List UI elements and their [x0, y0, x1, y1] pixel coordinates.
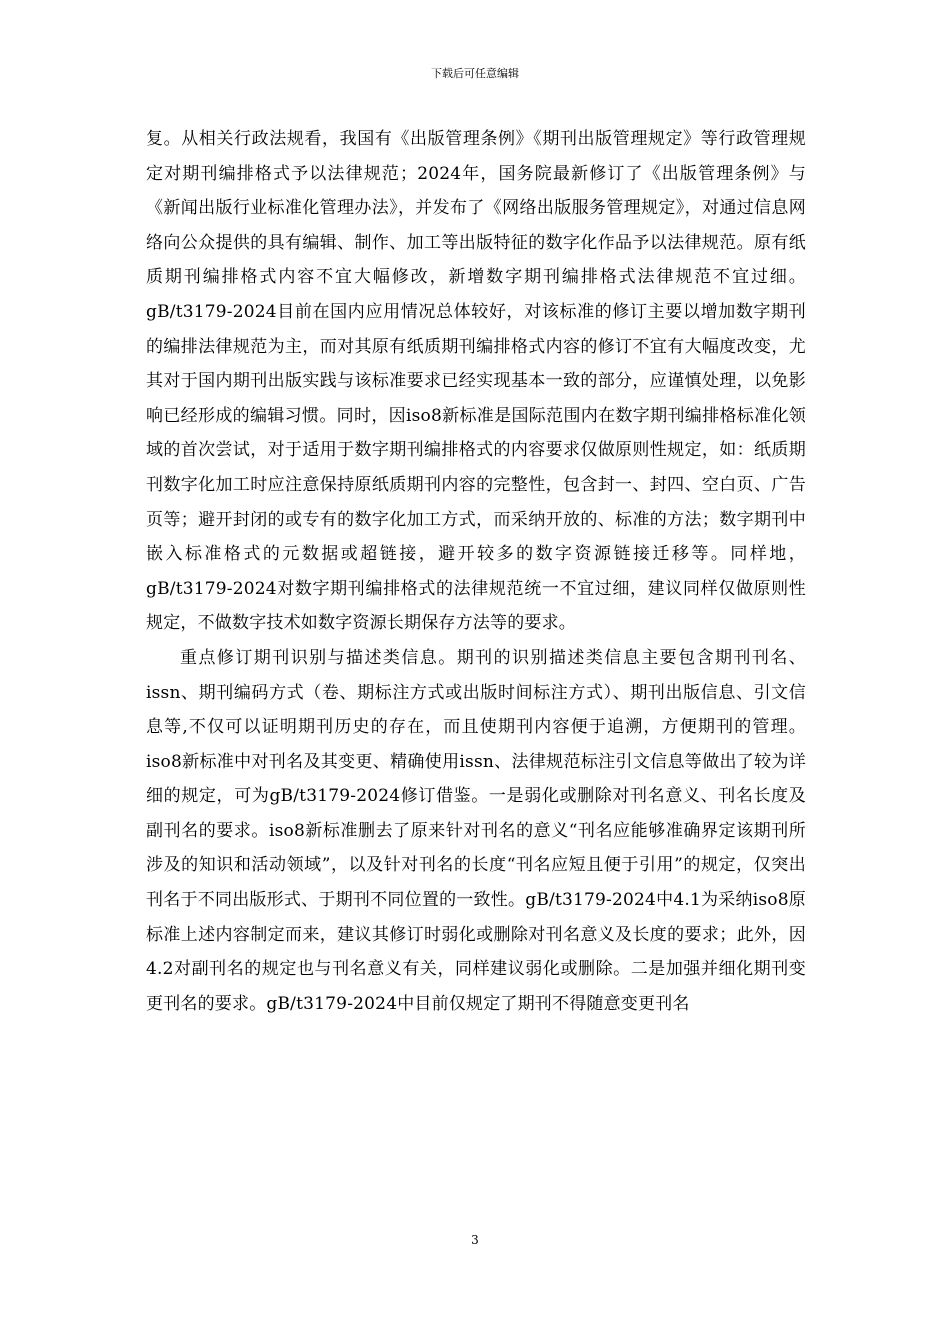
body-paragraph-2: 重点修订期刊识别与描述类信息。期刊的识别描述类信息主要包含期刊刊名、issn、期刊编码方式（卷、期标注方式或出版时间标注方式）、期刊出版信息、引文信息等,不仅可以证明期刊历史的存在，而且使期刊内容便于追溯，方便期刊的管理。iso8新标准中对刊名及其变更、精确使用issn、法律规范标注引文信息等做出了较为详细的规定，可为gB/t3179-2024修订借鉴。一是弱化或删除对刊名意义、刊名长度及副刊名的要求。iso8新标准删去了原来针对刊名的意义“刊名应能够准确界定该期刊所涉及的知识和活动领域”，以及针对刊名的长度“刊名应短且便于引用”的规定，仅突出刊名于不同出版形式、于期刊不同位置的一致性。gB/t3179-2024中4.1为采纳iso8原标准上述内容制定而来，建议其修订时弱化或删除对刊名意义及长度的要求；此外，因4.2对副刊名的规定也与刊名意义有关，同样建议弱化或删除。二是加强并细化期刊变更刊名的要求。gB/t3179-2024中目前仅规定了期刊不得随意变更刊名 [146, 647, 806, 1014]
page-number: 3 [471, 1233, 479, 1247]
document-body [146, 122, 806, 1021]
page-header: 下载后可任意编辑 [431, 67, 519, 80]
body-paragraph-1: 复。从相关行政法规看，我国有《出版管理条例》《期刊出版管理规定》等行政管理规定对期刊编排格式予以法律规范；2024年，国务院最新修订了《出版管理条例》与《新闻出版行业标准化管理办法》，并发布了《网络出版服务管理规定》，对通过信息网络向公众提供的具有编辑、制作、加工等出版特征的数字化作品予以法律规范。原有纸质期刊编排格式内容不宜大幅修改，新增数字期刊编排格式法律规范不宜过细。gB/t3179-2024目前在国内应用情况总体较好，对该标准的修订主要以增加数字期刊的编排法律规范为主，而对其原有纸质期刊编排格式内容的修订不宜有大幅度改变，尤其对于国内期刊出版实践与该标准要求已经实现基本一致的部分，应谨慎处理，以免影响已经形成的编辑习惯。同时，因iso8新标准是国际范围内在数字期刊编排格标准化领域的首次尝试，对于适用于数字期刊编排格式的内容要求仅做原则性规定，如：纸质期刊数字化加工时应注意保持原纸质期刊内容的完整性，包含封一、封四、空白页、广告页等；避开封闭的或专有的数字化加工方式，而采纳开放的、标准的方法；数字期刊中嵌入标准格式的元数据或超链接，避开较多的数字资源链接迁移等。同样地，gB/t3179-2024对数字期刊编排格式的法律规范统一不宜过细，建议同样仅做原则性规定，不做数字技术如数字资源长期保存方法等的要求。 [146, 129, 806, 634]
